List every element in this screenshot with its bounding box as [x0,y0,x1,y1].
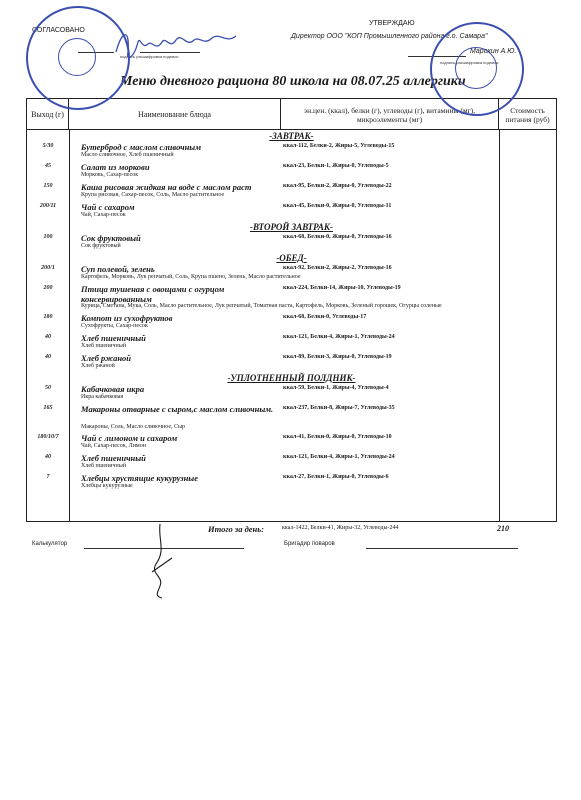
dish-ingredients: Курица, Сметана, Мука, Соль, Масло растительное, Лук репчатый, Томатная паста, Картофель, Морковь, Зеленый горошек, Огурцы соленые [81,303,442,309]
director-signature [112,22,242,67]
dish-ingredients: Хлебцы кукурузные [81,483,133,489]
meal-section-title: -ЗАВТРАК- [269,131,314,141]
dish-nutrition: ккал-68, Белки-0, Углеводы-17 [283,314,367,320]
right-stamp-inner-ring [455,47,497,89]
dish-nutrition: ккал-23, Белки-1, Жиры-0, Углеводы-5 [283,163,389,169]
dish-output: 5/30 [42,143,54,149]
right-signature-caption: подпись расшифровка подписи [440,60,499,65]
calculator-label: Калькулятор [32,541,68,547]
column-divider [69,130,70,521]
dish-name: Чай с лимоном и сахаром [81,433,178,443]
meal-section-title: -ВТОРОЙ ЗАВТРАК- [250,222,333,232]
director-name: Марохин А.Ю. [470,48,517,55]
dish-output: 45 [45,163,51,169]
meal-section-title: -ОБЕД- [276,253,307,263]
dish-name: Бутерброд с маслом сливочным [81,142,202,152]
dish-ingredients: Икра кабачковая [81,394,124,400]
dish-ingredients: Сухофрукты, Сахар-песок [81,323,148,329]
dish-output: 40 [45,354,51,360]
dish-ingredients: Чай, Сахар-песок [81,212,126,218]
dish-name: Хлеб ржаной [81,353,132,363]
dish-name: Салат из моркови [81,162,150,172]
dish-output: 180 [43,314,53,320]
dish-ingredients: Масло сливочное, Хлеб пшеничный [81,152,174,158]
dish-output: 40 [45,454,51,460]
chef-signature-line [366,548,518,549]
approval-left-title: СОГЛАСОВАНО [32,27,85,34]
dish-name: Кабачковая икра [81,384,145,394]
column-divider [499,130,500,521]
dish-output: 150 [43,183,53,189]
dish-output: 200/1 [41,265,55,271]
col-cost-header: Стоимость питания (руб) [505,105,550,124]
chef-signature [140,520,180,600]
dish-output: 100 [43,234,53,240]
dish-nutrition: ккал-121, Белки-4, Жиры-1, Углеводы-24 [283,454,395,460]
totals-label: Итого за день: [208,524,264,534]
dish-ingredients: Морковь, Сахар-песок [81,172,139,178]
dish-nutrition: ккал-45, Белки-0, Жиры-0, Углеводы-11 [283,203,392,209]
dish-output: 200 [43,285,53,291]
dish-name: Птица тушеная с овощами с огурцом консервированным [81,284,225,304]
dish-ingredients: Хлеб ржаной [81,363,115,369]
dish-output: 7 [46,474,50,480]
dish-nutrition: ккал-112, Белки-2, Жиры-5, Углеводы-15 [283,143,395,149]
totals-cost: 210 [497,524,509,533]
dish-name: Хлеб пшеничный [81,333,146,343]
dish-name: Хлебцы хрустящие кукурузные [81,473,198,483]
dish-ingredients: Хлеб пшеничный [81,343,126,349]
meal-section-title: -УПЛОТНЕННЫЙ ПОЛДНИК- [227,373,356,383]
dish-nutrition: ккал-92, Белки-2, Жиры-2, Углеводы-16 [283,265,392,271]
col-nutrition-header: эн.цен. (ккал), белки (г), углеводы (г), витамины (мг), микроэлементы (мг) [281,99,499,130]
dish-ingredients: Крупа рисовая, Сахар-песок, Соль, Масло растительное [81,192,225,198]
dish-nutrition: ккал-59, Белки-1, Жиры-4, Углеводы-4 [283,385,389,391]
dish-name: Суп полевой, зелень [81,264,155,274]
dish-ingredients: Картофель, Морковь, Лук репчатый, Соль, Крупа пшено, Зелень, Масло растительное [81,274,301,280]
dish-ingredients: Макароны, Соль, Масло сливочное, Сыр [81,424,186,430]
director-org: Директор ООО "КОП Промышленного района г.о. Самара" [291,33,488,40]
dish-output: 50 [45,385,51,391]
left-signature-caption: подпись расшифровка подписи [120,54,179,59]
dish-nutrition: ккал-41, Белки-0, Жиры-0, Углеводы-10 [283,434,392,440]
col-output-header: Выход (г) [27,99,69,130]
left-stamp-inner-ring [58,38,96,76]
col-name-header: Наименование блюда [69,99,281,130]
chef-label: Бригадир поваров [284,541,335,547]
dish-output: 180/10/7 [37,434,59,440]
dish-nutrition: ккал-237, Белки-8, Жиры-7, Углеводы-35 [283,405,395,411]
dish-output: 40 [45,334,51,340]
dish-name: Макароны отварные с сыром,с маслом сливочным. [81,404,274,414]
dish-nutrition: ккал-121, Белки-4, Жиры-1, Углеводы-24 [283,334,395,340]
dish-nutrition: ккал-89, Белки-3, Жиры-0, Углеводы-19 [283,354,392,360]
dish-nutrition: ккал-224, Белки-14, Жиры-10, Углеводы-19 [283,285,401,291]
dish-output: 200/11 [39,203,57,209]
dish-nutrition: ккал-27, Белки-1, Жиры-0, Углеводы-6 [283,474,389,480]
dish-name: Компот из сухофруктов [81,313,173,323]
dish-name: Каша рисовая жидкая на воде с маслом раст [81,182,252,192]
dish-nutrition: ккал-68, Белки-0, Жиры-0, Углеводы-16 [283,234,392,240]
totals-nutrition: ккал-1422, Белки-41, Жиры-32, Углеводы-244 [282,525,399,531]
dish-output: 165 [43,405,53,411]
dish-name: Чай с сахаром [81,202,135,212]
approval-right-title: УТВЕРЖДАЮ [369,20,415,27]
dish-ingredients: Чай, Сахар-песок, Лимон [81,443,146,449]
dish-name: Сок фруктовый [81,233,141,243]
dish-name: Хлеб пшеничный [81,453,146,463]
dish-nutrition: ккал-95, Белки-2, Жиры-0, Углеводы-22 [283,183,392,189]
menu-table [26,98,557,522]
dish-ingredients: Хлеб пшеничный [81,463,126,469]
dish-ingredients: Сок фруктовый [81,243,121,249]
page-title: Меню дневного рациона 80 школа на 08.07.25 аллергики [120,74,466,89]
